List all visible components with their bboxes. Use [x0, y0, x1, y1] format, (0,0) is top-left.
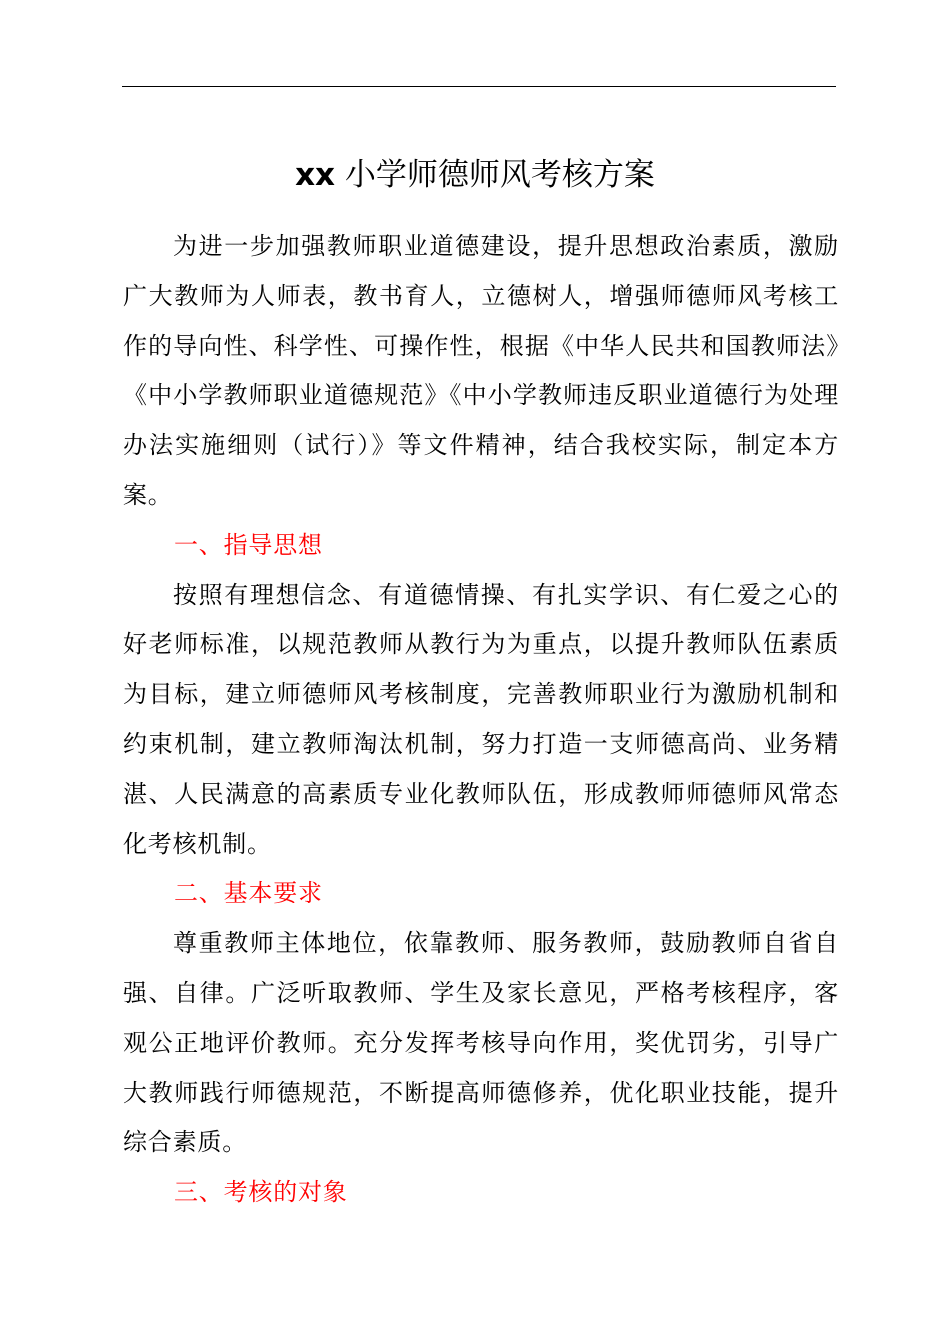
title-prefix: xx	[295, 157, 336, 193]
document-body	[123, 222, 839, 1218]
section-heading-guiding-ideology: 一、指导思想	[174, 530, 323, 559]
section-heading-assessment-targets: 三、考核的对象	[174, 1178, 348, 1207]
section-heading-basic-requirements: 二、基本要求	[174, 879, 323, 908]
section-body-guiding-ideology: 按照有理想信念、有道德情操、有扎实学识、有仁爱之心的好老师标准，以规范教师从教行为为重点，以提升教师队伍素质为目标，建立师德师风考核制度，完善教师职业行为激励机制和约束机制，建立教师淘汰机制，努力打造一支师德高尚、业务精湛、人民满意的高素质专业化教师队伍，形成教师师德师风常态化考核机制。	[123, 580, 839, 858]
intro-paragraph: 为进一步加强教师职业道德建设，提升思想政治素质，激励广大教师为人师表，教书育人，立德树人，增强师德师风考核工作的导向性、科学性、可操作性，根据《中华人民共和国教师法》《中小学教师职业道德规范》《中小学教师违反职业道德行为处理办法实施细则（试行）》等文件精神，结合我校实际，制定本方案。	[123, 232, 839, 509]
section-body-basic-requirements: 尊重教师主体地位，依靠教师、服务教师，鼓励教师自省自强、自律。广泛听取教师、学生及家长意见，严格考核程序，客观公正地评价教师。充分发挥考核导向作用，奖优罚劣，引导广大教师践行师德规范，不断提高师德修养，优化职业技能，提升综合素质。	[123, 929, 839, 1157]
title-text: 小学师德师风考核方案	[344, 157, 655, 193]
document-title	[0, 150, 950, 200]
header-rule	[122, 86, 836, 87]
